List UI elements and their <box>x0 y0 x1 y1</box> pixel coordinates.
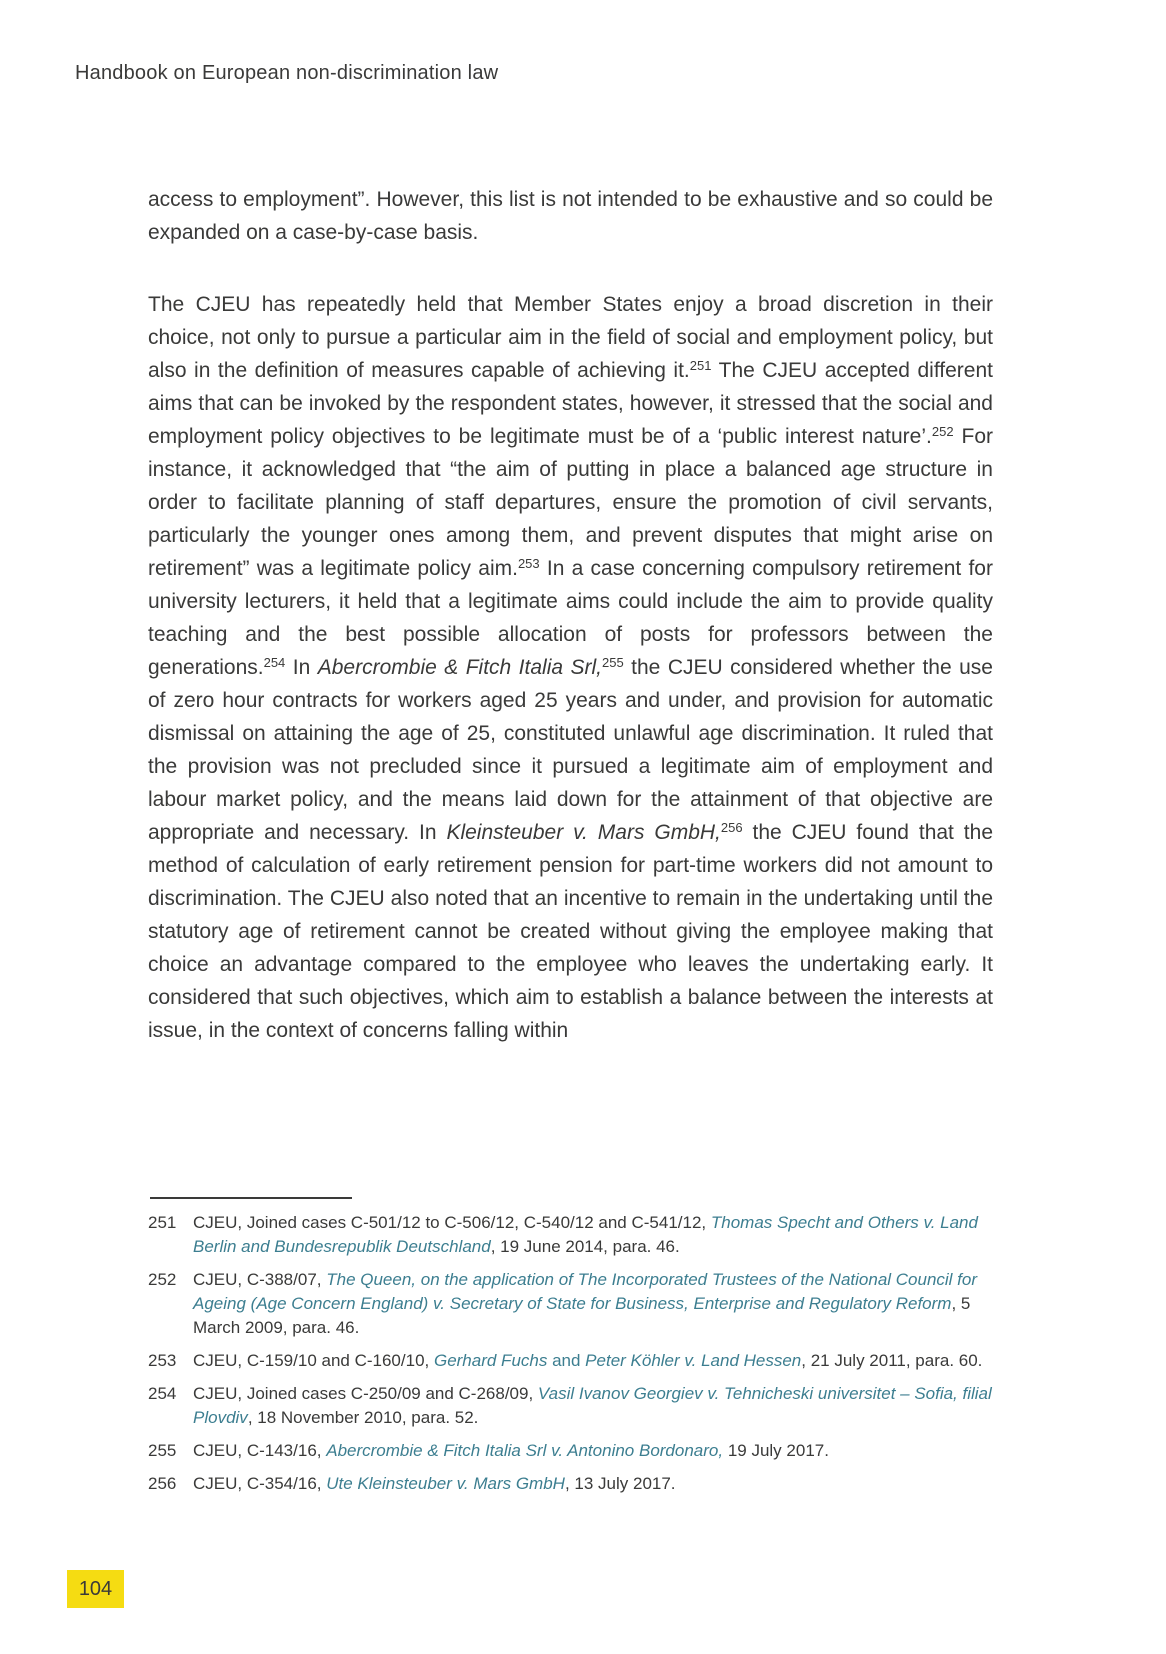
text-run: CJEU, C-354/16, <box>193 1474 327 1493</box>
page-number-badge <box>67 1570 124 1608</box>
footnote <box>148 1268 993 1340</box>
text-run: , 13 July 2017. <box>564 1474 676 1493</box>
text-run: , 19 June 2014, para. 46. <box>490 1237 680 1256</box>
footnote-ref: 252 <box>931 424 954 439</box>
case-link[interactable]: Thomas Specht and Others v. Land Berlin and Bundesrepublik Deutschland <box>193 1213 978 1256</box>
page-number: 104 <box>78 1577 113 1600</box>
text-run: CJEU, Joined cases C-250/09 and C-268/09, <box>193 1384 538 1403</box>
footnote-text <box>193 1472 993 1496</box>
footnote-text <box>193 1349 993 1373</box>
text-run: CJEU, Joined cases C-501/12 to C-506/12, C-540/12 and C-541/12, <box>193 1213 711 1232</box>
text-run: the CJEU found that the method of calculation of early retirement pension for part-time workers did not amount to discrimination. The CJEU also noted that an incentive to remain in the undertaking until the statutory age of retirement cannot be created without giving the employee making that choice an advantage compared to the employee who leaves the undertaking early. It considered that such objectives, which aim to establish a balance between the interests at issue, in the context of concerns falling within <box>148 821 993 1042</box>
footnote-number: 256 <box>148 1474 177 1493</box>
footnote-text <box>193 1268 993 1340</box>
case-link[interactable]: Gerhard Fuchs <box>433 1351 548 1370</box>
footnote-number: 254 <box>148 1384 177 1403</box>
footnotes <box>148 1211 993 1505</box>
text-run: For instance, it acknowledged that “the aim of putting in place a balanced age structure in order to facilitate planning of staff departures, ensure the promotion of civil servants, particularly the younger ones among them, and prevent disputes that might arise on retirement” was a legitimate policy aim. <box>148 425 993 580</box>
text-run: access to employment”. However, this list is not intended to be exhaustive and so could be expanded on a case-by-case basis. <box>148 188 993 244</box>
footnote-text <box>193 1211 993 1259</box>
case-link[interactable]: and <box>547 1351 586 1370</box>
footnote-number: 252 <box>148 1270 177 1289</box>
paragraph <box>148 183 993 249</box>
footnote-ref: 256 <box>720 820 743 835</box>
text-run: , 5 March 2009, para. 46. <box>193 1294 971 1337</box>
footnote <box>148 1439 993 1463</box>
text-run: the CJEU considered whether the use of zero hour contracts for workers aged 25 years and under, and provision for automatic dismissal on attaining the age of 25, constituted unlawful age discrimination. It ruled that the provision was not precluded since it pursued a legitimate aim of employment and labour market policy, and the means laid down for the attainment of that objective are appropriate and necessary. In <box>148 656 993 844</box>
text-run: In <box>285 656 318 679</box>
case-name: Abercrombie & Fitch Italia Srl, <box>317 656 602 679</box>
footnote <box>148 1349 993 1373</box>
footnote-ref: 251 <box>689 358 712 373</box>
case-link[interactable]: Ute Kleinsteuber v. Mars GmbH <box>326 1474 565 1493</box>
footnote-separator <box>150 1197 352 1199</box>
text-run: The CJEU has repeatedly held that Member States enjoy a broad discretion in their choice, not only to pursue a particular aim in the field of social and employment policy, but also in the definition of measures capable of achieving it. <box>148 293 993 382</box>
text-run: In a case concerning compulsory retirement for university lecturers, it held that a legitimate aims could include the aim to provide quality teaching and the best possible allocation of posts for professors between the generations. <box>148 557 993 679</box>
footnote-ref: 255 <box>602 655 624 670</box>
footnote-number: 255 <box>148 1441 177 1460</box>
footnote <box>148 1472 993 1496</box>
case-name: Kleinsteuber v. Mars GmbH, <box>446 821 721 844</box>
text-run: The CJEU accepted different aims that can be invoked by the respondent states, however, it stressed that the social and employment policy objectives to be legitimate must be of a ‘public interest nature’. <box>148 359 993 448</box>
text-run: CJEU, C-143/16, <box>193 1441 327 1460</box>
footnote-number: 253 <box>148 1351 177 1370</box>
footnote <box>148 1211 993 1259</box>
text-run: CJEU, C-388/07, <box>193 1270 327 1289</box>
paragraph <box>148 288 993 1047</box>
footnote-ref: 253 <box>517 556 540 571</box>
footnote-number: 251 <box>148 1213 177 1232</box>
running-header: Handbook on European non-discrimination law <box>75 62 499 84</box>
footnote-ref: 254 <box>263 655 286 670</box>
case-link[interactable]: The Queen, on the application of The Incorporated Trustees of the National Council for Ageing (Age Concern England) v. Secretary of State for Business, Enterprise and Regulatory Reform <box>193 1270 978 1313</box>
text-run: 19 July 2017. <box>723 1441 829 1460</box>
case-link[interactable]: Peter Köhler v. Land Hessen <box>585 1351 802 1370</box>
footnote-text <box>193 1439 993 1463</box>
case-link[interactable]: Abercrombie & Fitch Italia Srl v. Antonino Bordonaro, <box>326 1441 724 1460</box>
text-run: , 18 November 2010, para. 52. <box>247 1408 479 1427</box>
case-link[interactable]: Vasil Ivanov Georgiev v. Tehnicheski universitet – Sofia, filial Plovdiv <box>193 1384 992 1427</box>
footnote-text <box>193 1382 993 1430</box>
text-run: , 21 July 2011, para. 60. <box>801 1351 983 1370</box>
body-text <box>148 183 993 1086</box>
text-run: CJEU, C-159/10 and C-160/10, <box>193 1351 434 1370</box>
footnote <box>148 1382 993 1430</box>
